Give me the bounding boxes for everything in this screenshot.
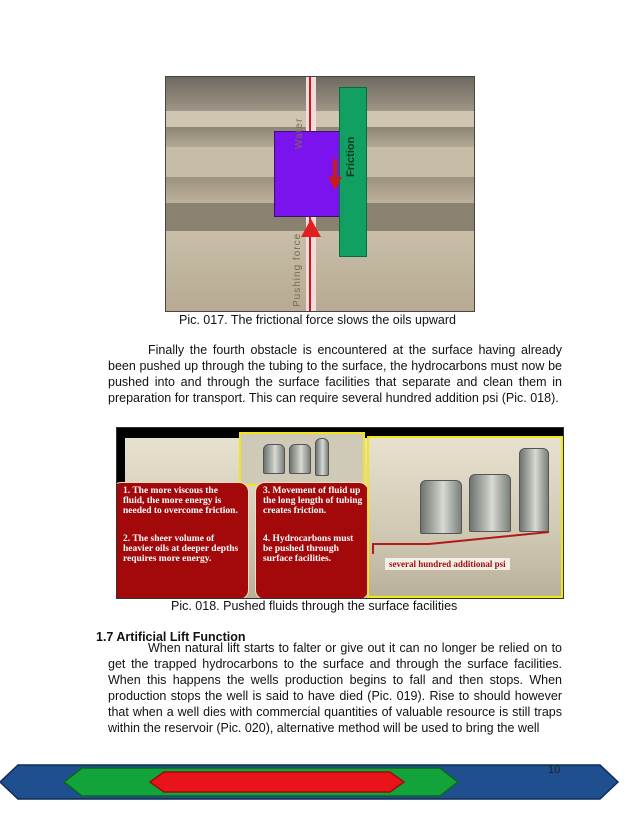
large-tank [519, 448, 549, 532]
section-heading: 1.7 Artificial Lift Function [96, 630, 246, 644]
figure1-caption: Pic. 017. The frictional force slows the oils upward [179, 313, 456, 327]
page-number: 10 [548, 764, 561, 776]
panel-text-4: 4. Hydrocarbons must be pushed through surface facilities. [263, 534, 354, 564]
tank [263, 444, 285, 474]
rock-layer [166, 111, 474, 127]
friction-label: Friction [345, 136, 357, 177]
water-label: Water [294, 117, 305, 149]
rock-layer [166, 77, 474, 111]
friction-arrow-icon [327, 159, 343, 191]
figure2-caption: Pic. 018. Pushed fluids through the surface facilities [171, 599, 458, 613]
figure-018-surface-facilities [116, 427, 564, 599]
tank [289, 444, 311, 474]
panel-text-2: 2. The sheer volume of heavier oils at deeper depths requires more energy. [123, 534, 239, 564]
panel-text-1: 1. The more viscous the fluid, the more energy is needed to overcome friction. [123, 486, 238, 516]
panel-text-3: 3. Movement of fluid up the long length of tubing creates friction. [263, 486, 363, 516]
pushing-force-label: Pushing force [292, 232, 303, 307]
rock-layer [166, 231, 474, 311]
pushing-arrow-icon [300, 217, 322, 239]
paragraph-surface-facilities: Finally the fourth obstacle is encountered at the surface having already been pushed up through the tubing to the surface, the hydrocarbons must now be pushed into and through the surface facilities that separate and clean them in preparation for transport. This can require several hundred addition psi (Pic. 018). [108, 343, 562, 405]
psi-label: several hundred additional psi [385, 558, 510, 570]
footer-banner [0, 757, 638, 807]
figure-017-frictional-force [165, 76, 475, 312]
small-facility-inset [239, 432, 365, 486]
paragraph-artificial-lift: When natural lift starts to falter or give out it can no longer be relied on to get the trapped hydrocarbons to the surface and through the surface facilities. When this happens the wells production begins to fall and then stops. When production stops the well is said to have died (Pic. 019). Rise to should however that when a well dies with commercial quantities of valuable resource is still traps within the reservoir (Pic. 020), alternative method will be used to bring the well [108, 641, 562, 735]
tank [315, 438, 329, 476]
